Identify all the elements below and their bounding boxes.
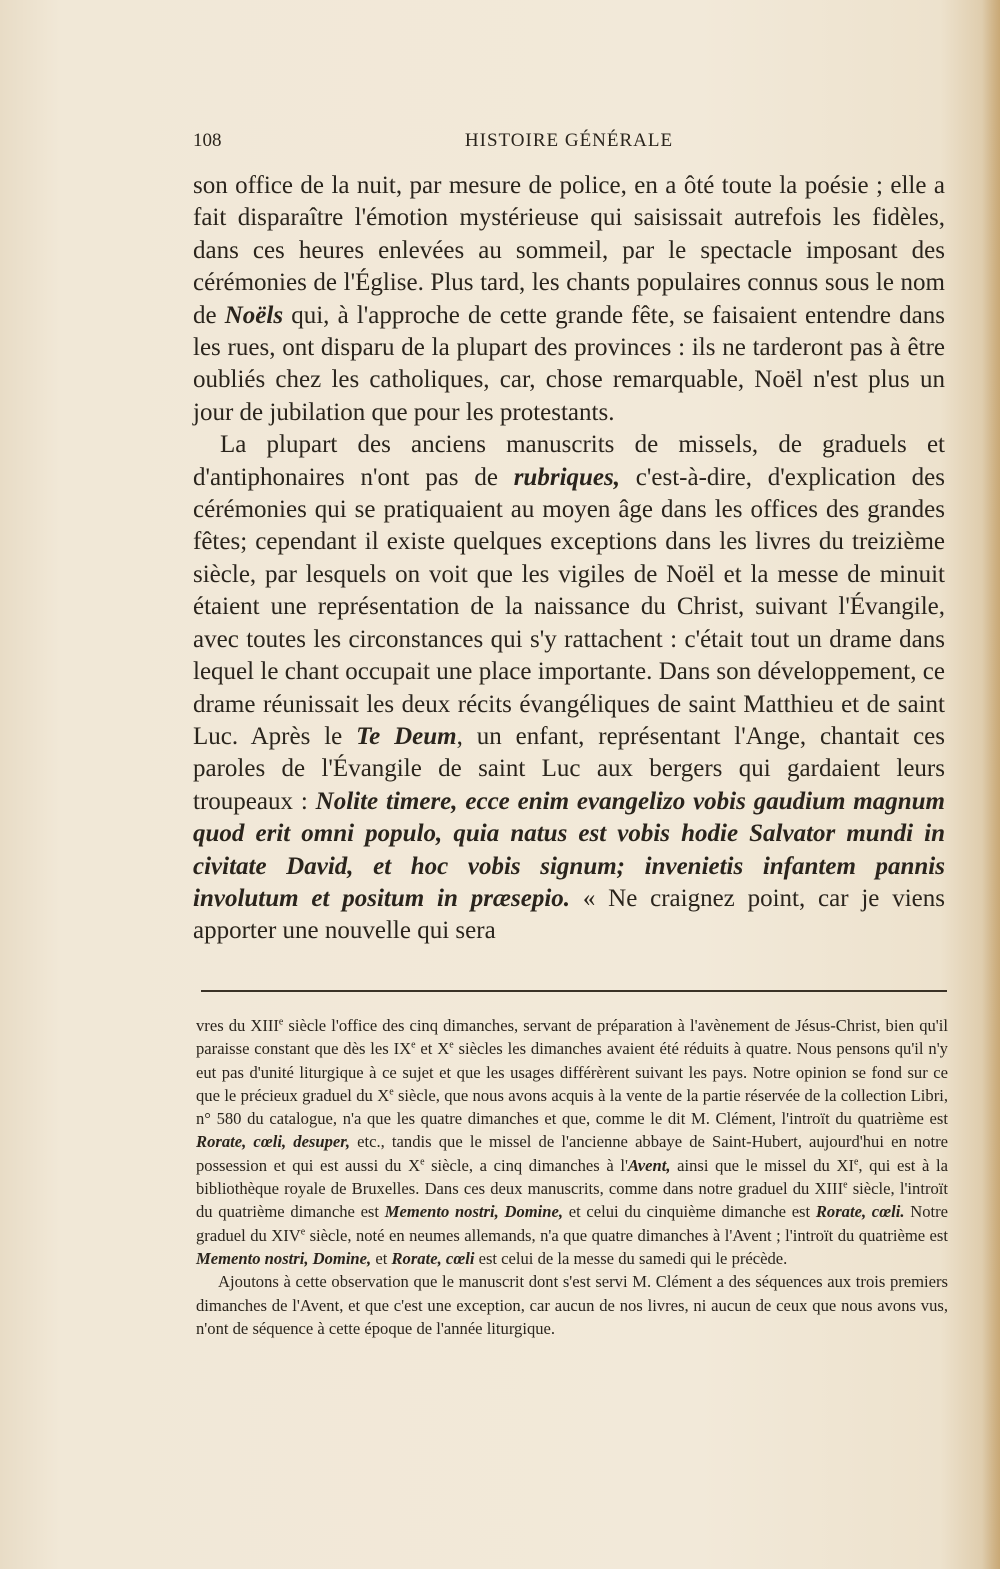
text-run: « Ne craignez point, car je viens apporter une nouvelle qui sera [193,884,945,945]
main-paragraph-1 [193,170,945,429]
footnote-paragraph-1 [196,1014,948,1270]
page-number: 108 [193,130,222,151]
page-edge-shadow [982,0,1000,1569]
latin-quotation: Nolite timere, ecce enim evangelizo vobis gaudium magnum quod erit omni populo, quia natus est vobis hodie Salvator mundi in civitate David, et hoc vobis signum; invenietis infantem pannis involutum et positum in præsepio. [193,787,945,912]
text-run: qui, à l'approche de cette grande fête, se faisaient entendre dans les rues, ont disparu de la plupart des provinces : ils ne tarderont pas à être oubliés chez les catholiques, car, chose remarquable, Noël n'est plus un jour de jubilation que pour les protestants. [193,301,945,426]
superscript: e [449,1039,454,1051]
text-run: son office de la nuit, par mesure de police, en a ôté toute la poésie ; elle a fait disparaître l'émotion mystérieuse qui saisissait autrefois les fidèles, dans ces heures enlevées au sommeil, par le spectacle imposant des cérémonies de l'Église. Plus tard, les chants populaires connus sous le nom de [193,172,945,329]
text-run: vres du XIII [196,1016,279,1035]
text-run: et X [415,1039,450,1059]
superscript: e [843,1179,848,1191]
text-run: est celui de la messe du samedi qui le précède. [474,1248,788,1268]
text-run: siècle, l'introït du quatrième dimanche est [196,1179,948,1222]
superscript: e [853,1156,859,1168]
italic-run: Rorate, cœli, desuper, [196,1132,350,1152]
superscript: e [411,1039,416,1051]
footnote [196,1014,948,1340]
text-run: ainsi que le missel du XI [670,1155,854,1175]
superscript: e [389,1086,394,1098]
text-run: c'est-à-dire, d'explication des cérémonies qui se pratiquaient au moyen âge dans les offices des grandes fêtes; cependant il existe quelques exceptions dans les livres du treizième siècle, par lesquels on voit que les vigiles de Noël et la messe de minuit étaient une représentation de la naissance du Christ, suivant l'Évangile, avec toutes les circonstances qui s'y rattachent : c'était tout un drame dans lequel le chant occupait une place importante. Dans son développement, ce drame réunissait les deux récits évangéliques de saint Matthieu et de saint Luc. Après le [193,463,945,750]
text-run: et celui du cinquième dimanche est [563,1202,816,1222]
italic-run: Rorate, cœli [391,1248,475,1268]
superscript: e [278,1016,284,1028]
superscript: e [300,1226,306,1238]
running-head [193,130,945,160]
running-title: HISTOIRE GÉNÉRALE [464,130,674,151]
italic-run: rubriques, [513,463,620,491]
text-run: , un enfant, représentant l'Ange, chantait ces paroles de l'Évangile de saint Luc aux bergers qui gardaient leurs troupeaux : [193,722,945,815]
text-run: , qui est à la bibliothèque royale de Bruxelles. Dans ces deux manuscrits, comme dans notre graduel du XIII [196,1155,948,1199]
main-text [193,170,945,948]
text-run: La plupart des anciens manuscrits de missels, de graduels et d'antiphonaires n'ont pas de [193,431,945,491]
superscript: e [420,1156,425,1168]
italic-run: Memento nostri, Domine, [384,1202,564,1222]
italic-run: Rorate, cœli. [815,1202,905,1222]
main-paragraph-2 [193,429,945,948]
text-run: siècle, a cinq dimanches à l' [424,1155,628,1175]
footnote-paragraph-2: Ajoutons à cette observation que le manuscrit dont s'est servi M. Clément a des séquences aux trois premiers dimanches de l'Avent, et que c'est une exception, car aucun de nos livres, ni aucun de ceux que nous avons vus, n'ont de séquence à cette époque de l'année liturgique. [196,1272,948,1338]
footnote-rule [201,990,947,992]
text-run: siècle, que nous avons acquis à la vente de la partie réservée de la collection Libri, n° 580 du catalogue, n'a que les quatre dimanches et que, comme le dit M. Clément, l'introït du quatrième est [196,1085,948,1129]
text-run: siècles les dimanches avaient été réduits à quatre. Nous pensons qu'il n'y eut pas d'unité liturgique à ce sujet et que les usages différèrent suivant les pays. Notre opinion se fond sur ce que le précieux graduel du X [196,1039,948,1105]
italic-run: Te Deum [356,722,457,750]
text-run: etc., tandis que le missel de l'ancienne abbaye de Saint-Hubert, aujourd'hui en notre possession et qui est aussi du X [196,1132,949,1175]
text-run: siècle l'office des cinq dimanches, servant de préparation à l'avènement de Jésus-Christ, bien qu'il paraisse constant que dès les IX [196,1016,948,1059]
italic-run: Avent, [627,1155,671,1175]
text-run: siècle, noté en neumes allemands, n'a que quatre dimanches à l'Avent ; l'introït du quatrième est [305,1225,948,1245]
italic-run: Noëls [224,301,284,329]
text-run: Notre graduel du XIV [196,1202,949,1245]
text-run: et [371,1248,392,1268]
italic-run: Memento nostri, Domine, [196,1248,372,1268]
